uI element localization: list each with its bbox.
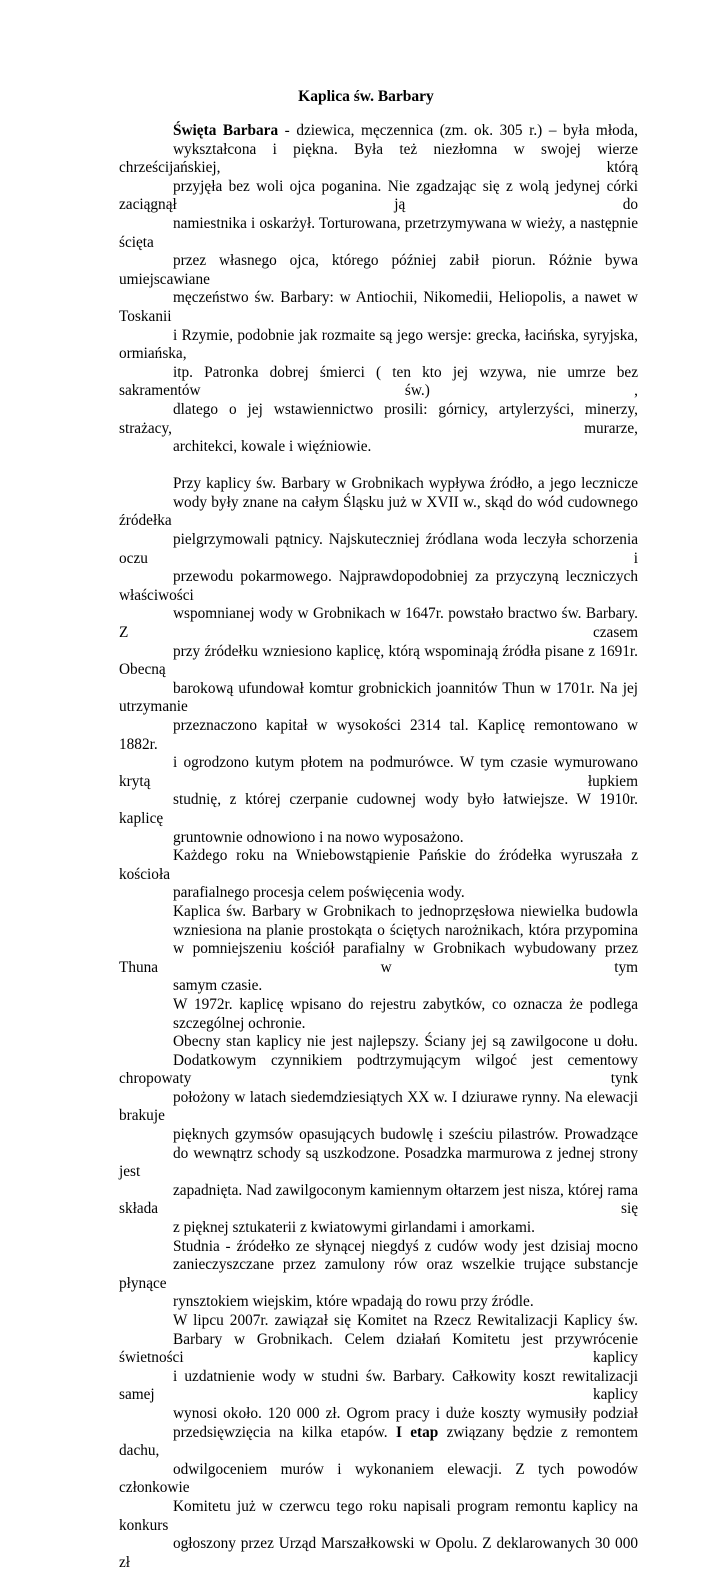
- paragraph-5: [119, 996, 638, 1033]
- text-line: wody były znane na całym Śląsku już w XVII w., skąd do wód cudownego źródełka: [119, 493, 638, 530]
- text-line: dlatego o jej wstawiennictwo prosili: górnicy, artylerzyści, minerzy, strażacy, murarze,: [119, 400, 638, 437]
- text-line: i uzdatnienie wody w studni św. Barbary. Całkowity koszt rewitalizacji samej kaplicy: [119, 1367, 638, 1404]
- text-line: przeznaczono kapitał w wysokości 2314 tal. Kaplicę remontowano w 1882r.: [119, 717, 638, 753]
- text-line: wynosi około. 120 000 zł. Ogrom pracy i duże koszty wymusiły podział: [173, 1404, 638, 1422]
- text-line: przy źródełku wzniesiono kaplicę, którą wspominają źródła pisane z 1691r. Obecną: [119, 642, 638, 679]
- text-line: przewodu pokarmowego. Najprawdopodobniej za przyczyną leczniczych właściwości: [119, 568, 638, 604]
- text-line: studnię, z której czerpanie cudownej wody było łatwiejsze. W 1910r. kaplicę: [119, 791, 638, 827]
- text-line: parafialnego procesja celem poświęcenia wody.: [173, 884, 465, 902]
- text-line: odwilgoceniem murów i wykonaniem elewacji. Z tych powodów członkowie: [119, 1460, 638, 1497]
- text-line: pięknych gzymsów opasujących budowlę i sześciu pilastrów. Prowadzące: [173, 1126, 638, 1144]
- paragraph-2: [119, 475, 638, 847]
- text-line: Barbary w Grobnikach. Celem działań Komitetu jest przywrócenie świetności kaplicy: [119, 1330, 638, 1367]
- text-line: Studnia - źródełko ze słynącej niegdyś z cudów wody jest dzisiaj mocno: [173, 1237, 638, 1255]
- text-line: Obecny stan kaplicy nie jest najlepszy. Ściany jej są zawilgocone u dołu.: [173, 1033, 638, 1051]
- text-line: rynsztokiem wiejskim, które wpadają do rowu przy źródle.: [173, 1293, 534, 1311]
- paragraph-4: [119, 903, 638, 996]
- text-line: przyjęła bez woli ojca poganina. Nie zgadzając się z wolą jedynej córki zaciągnął ją do: [119, 177, 638, 214]
- text-line: Dodatkowym czynnikiem podtrzymującym wilgoć jest cementowy chropowaty tynk: [119, 1051, 638, 1088]
- text-line: namiestnika i oskarżył. Torturowana, przetrzymywana w wieży, a następnie ścięta: [119, 214, 638, 251]
- text-line: i Rzymie, podobnie jak rozmaite są jego wersje: grecka, łacińska, syryjska, ormiańska,: [119, 326, 638, 363]
- text-line: W lipcu 2007r. zawiązał się Komitet na Rzecz Rewitalizacji Kaplicy św.: [173, 1312, 638, 1329]
- text-line: Przy kaplicy św. Barbary w Grobnikach wypływa źródło, a jego lecznicze: [173, 475, 638, 493]
- text-line: architekci, kowale i więźniowie.: [173, 438, 372, 456]
- text-line: położony w latach siedemdziesiątych XX w. I dziurawe rynny. Na elewacji brakuje: [119, 1088, 638, 1125]
- text-line: przedsięwzięcia na kilka etapów. I etap związany będzie z remontem dachu,: [119, 1423, 638, 1460]
- text-line: przez własnego ojca, którego później zabił piorun. Różnie bywa umiejscawiane: [119, 252, 638, 288]
- text-line: gruntownie odnowiono i na nowo wyposażono.: [173, 828, 464, 846]
- text-line: zapadnięta. Nad zawilgoconym kamiennym ołtarzem jest nisza, której rama składa się: [119, 1181, 638, 1218]
- text-line: wspomnianej wody w Grobnikach w 1647r. powstało bractwo św. Barbary. Z czasem: [119, 605, 638, 642]
- text-line: W 1972r. kaplicę wpisano do rejestru zabytków, co oznacza że podlega: [173, 995, 638, 1013]
- document-body: [119, 122, 638, 1572]
- text-line: szczególnej ochronie.: [173, 1014, 306, 1032]
- text-line: i ogrodzono kutym płotem na podmurówce. W tym czasie wymurowano krytą łupkiem: [119, 754, 638, 790]
- paragraph-8: [119, 1312, 638, 1572]
- paragraph-3: [119, 847, 638, 903]
- text-line: w pomniejszeniu kościół parafialny w Grobnikach wybudowany przez Thuna w tym: [119, 940, 638, 976]
- text-line: Każdego roku na Wniebowstąpienie Pańskie do źródełka wyruszała z kościoła: [119, 847, 638, 883]
- text-line: wzniesiona na planie prostokąta o ściętych narożnikach, która przypomina: [173, 921, 638, 939]
- text-line: barokową ufundował komtur grobnickich joannitów Thun w 1701r. Na jej utrzymanie: [119, 679, 638, 716]
- bold-term: Święta Barbara: [173, 122, 279, 139]
- text-line: z pięknej sztukaterii z kwiatowymi girlandami i amorkami.: [173, 1219, 535, 1237]
- text-line: męczeństwo św. Barbary: w Antiochii, Nikomedii, Heliopolis, a nawet w Toskanii: [119, 289, 638, 325]
- page-title: Kaplica św. Barbary: [298, 88, 434, 105]
- paragraph-7: [119, 1238, 638, 1312]
- text-line: itp. Patronka dobrej śmierci ( ten kto jej wzywa, nie umrze bez sakramentów św.) ,: [119, 363, 638, 400]
- text-line: do wewnątrz schody są uszkodzone. Posadzka marmurowa z jednej strony jest: [119, 1144, 638, 1181]
- text-line: Święta Barbara - dziewica, męczennica (zm. ok. 305 r.) – była młoda,: [173, 122, 638, 139]
- text-line: Komitetu już w czerwcu tego roku napisali program remontu kaplicy na konkurs: [119, 1497, 638, 1534]
- text-line: ogłoszony przez Urząd Marszałkowski w Opolu. Z deklarowanych 30 000 zł: [119, 1535, 638, 1571]
- text-line: pielgrzymowali pątnicy. Najskuteczniej źródlana woda leczyła schorzenia oczu i: [119, 531, 638, 567]
- text-line: samym czasie.: [173, 977, 263, 995]
- text-line: wykształcona i piękna. Była też niezłomna w swojej wierze chrześcijańskiej, którą: [119, 140, 638, 177]
- paragraph-6: [119, 1033, 638, 1238]
- bold-term: I etap: [395, 1423, 439, 1441]
- text-line: zanieczyszczane przez zamulony rów oraz wszelkie trujące substancje płynące: [119, 1256, 638, 1292]
- paragraph-1: [119, 122, 638, 457]
- text-line: Kaplica św. Barbary w Grobnikach to jednoprzęsłowa niewielka budowla: [173, 902, 638, 920]
